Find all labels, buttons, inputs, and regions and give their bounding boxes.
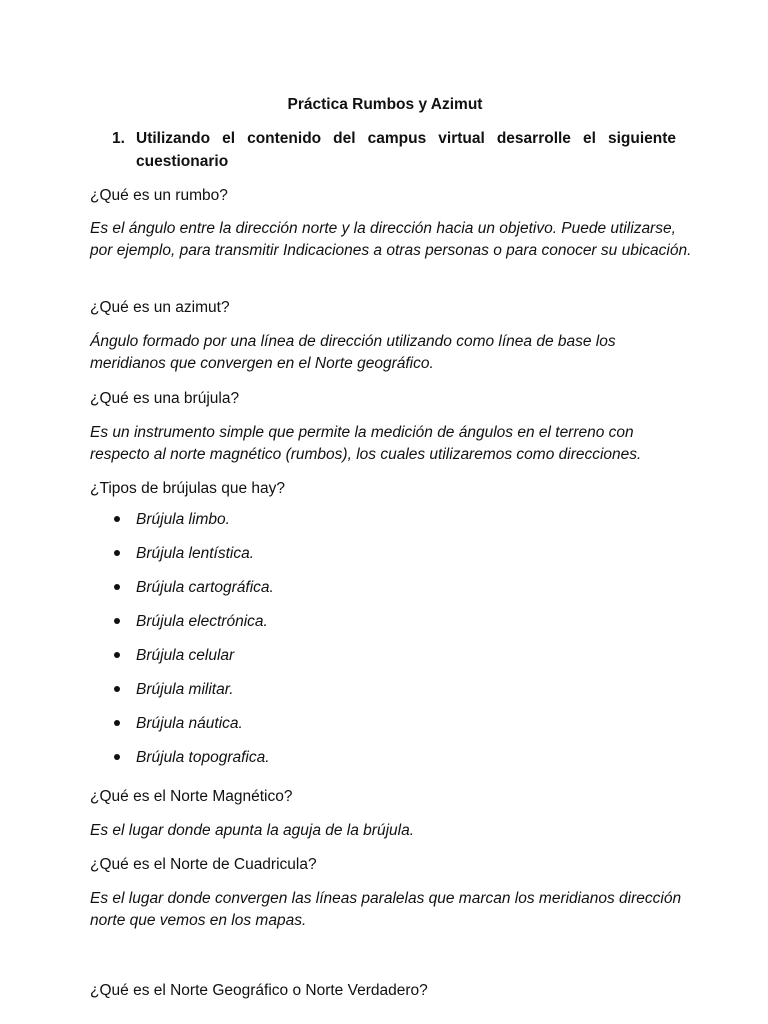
question-tipos-brujulas: ¿Tipos de brújulas que hay? [90, 480, 286, 497]
list-item-label: Brújula electrónica. [136, 613, 268, 630]
answer-norte-cuadricula: Es el lugar donde convergen las líneas paralelas que marcan los meridianos dirección norte que vemos en los mapas. [90, 890, 682, 929]
answer-norte-magnetico: Es el lugar donde apunta la aguja de la brújula. [90, 822, 415, 839]
bullet-icon [114, 618, 120, 624]
list-item [90, 509, 690, 543]
document-title: Práctica Rumbos y Azimut [287, 96, 483, 113]
bullet-icon [114, 516, 120, 522]
bullet-icon [114, 652, 120, 658]
answer-brujula: Es un instrumento simple que permite la medición de ángulos en el terreno con respecto al norte magnético (rumbos), los cuales utilizaremos como direcciones. [90, 424, 642, 463]
question-norte-geografico: ¿Qué es el Norte Geográfico o Norte Verdadero? [90, 982, 428, 999]
list-item [90, 747, 690, 781]
bullet-icon [114, 720, 120, 726]
bullet-icon [114, 584, 120, 590]
list-item [90, 611, 690, 645]
instruction-number: 1. [112, 130, 125, 147]
bullet-icon [114, 686, 120, 692]
list-item [90, 543, 690, 577]
answer-azimut: Ángulo formado por una línea de dirección utilizando como línea de base los meridianos que convergen en el Norte geográfico. [90, 333, 616, 372]
question-norte-magnetico: ¿Qué es el Norte Magnético? [90, 788, 293, 805]
list-item-label: Brújula topografica. [136, 749, 270, 766]
answer-rumbo: Es el ángulo entre la dirección norte y la dirección hacia un objetivo. Puede utilizarse, por ejemplo, para transmitir Indicaciones a otras personas o para conocer su ubicación. [90, 220, 692, 259]
instruction-item [112, 127, 676, 173]
list-item-label: Brújula cartográfica. [136, 579, 274, 596]
question-brujula: ¿Qué es una brújula? [90, 390, 240, 407]
compass-types-list [90, 509, 690, 781]
list-item [90, 645, 690, 679]
list-item-label: Brújula celular [136, 647, 235, 664]
instruction-text: Utilizando el contenido del campus virtual desarrolle el siguiente cuestionario [136, 130, 676, 170]
list-item-label: Brújula militar. [136, 681, 234, 698]
list-item [90, 577, 690, 611]
list-item [90, 679, 690, 713]
bullet-icon [114, 550, 120, 556]
document-page [90, 0, 694, 1024]
list-item [90, 713, 690, 747]
question-rumbo: ¿Qué es un rumbo? [90, 187, 228, 204]
list-item-label: Brújula lentística. [136, 545, 255, 562]
list-item-label: Brújula limbo. [136, 511, 230, 528]
question-azimut: ¿Qué es un azimut? [90, 299, 230, 316]
bullet-icon [114, 754, 120, 760]
list-item-label: Brújula náutica. [136, 715, 243, 732]
question-norte-cuadricula: ¿Qué es el Norte de Cuadricula? [90, 856, 317, 873]
